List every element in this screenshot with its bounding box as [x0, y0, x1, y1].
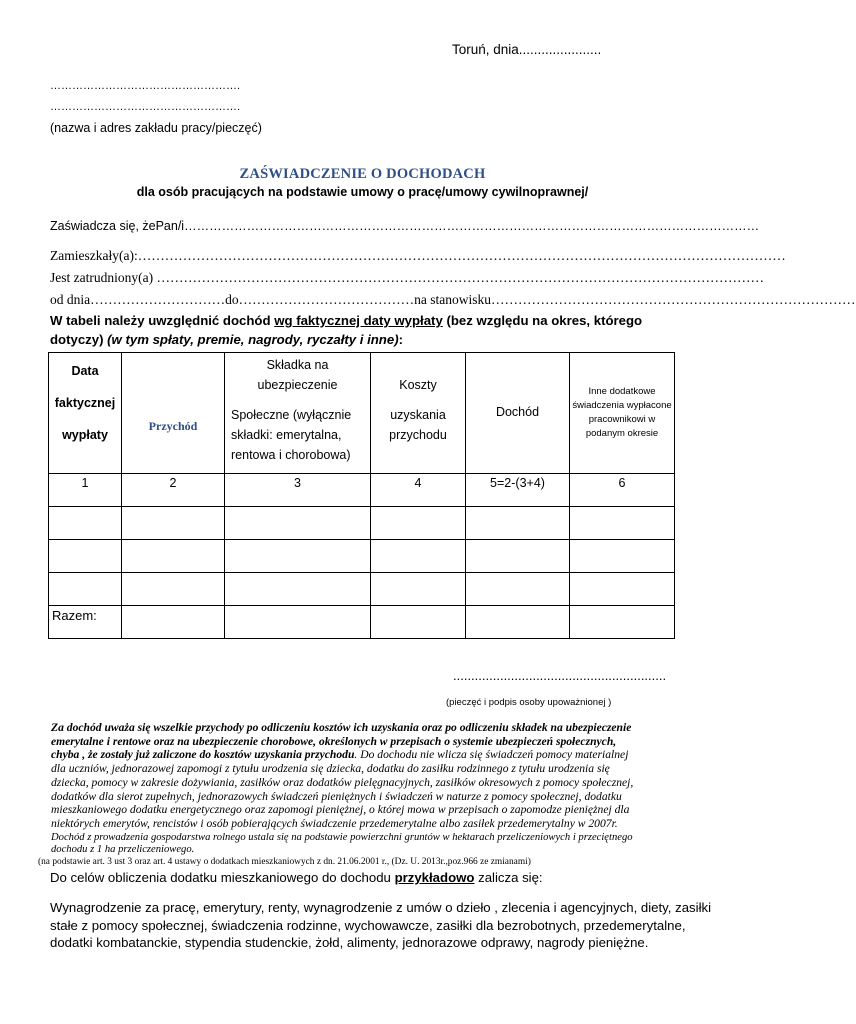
table-cell[interactable] — [466, 540, 570, 573]
legal-basis: (na podstawie art. 3 ust 3 oraz art. 4 ustawy o dodatkach mieszkaniowych z dn. 21.06.2001 r., (Dz. U. 2013r.,poz.966 ze zmianami) — [38, 857, 531, 867]
header-date-line: wypłaty — [62, 428, 108, 442]
table-cell[interactable] — [49, 573, 122, 606]
header-contribution-line: Społeczne (wyłącznie — [231, 408, 352, 422]
header-contribution — [225, 353, 371, 474]
table-cell[interactable] — [225, 540, 371, 573]
header-costs-line: przychodu — [389, 428, 447, 442]
table-cell[interactable] — [371, 540, 466, 573]
table-cell[interactable] — [122, 606, 225, 639]
explanation-mixed-line — [51, 748, 672, 762]
explanation-bold-line — [51, 721, 672, 735]
table-cell[interactable] — [225, 573, 371, 606]
total-label: Razem: — [49, 606, 122, 639]
instruction-text: W tabeli należy uwzględnić dochód — [50, 313, 275, 328]
explanation-bold-text: Za dochód uważa się wszelkie przychody po odliczeniu kosztów ich uzyskania oraz po odliczeniu składek na ubezpieczenie — [51, 721, 632, 734]
table-row — [49, 540, 675, 573]
header-costs — [371, 353, 466, 474]
header-costs-line: Koszty — [399, 378, 437, 392]
housing-intro-underlined: przykładowo — [394, 870, 475, 885]
certify-field: Zaświadcza się, żePan/i………………………………………………………………………………………………………………………… — [50, 219, 760, 233]
col-number: 2 — [122, 474, 225, 507]
income-table — [48, 352, 675, 639]
header-contribution-line: składki: emerytalna, — [231, 428, 342, 442]
explanation-block — [51, 721, 672, 831]
header-income: Przychód — [122, 353, 225, 474]
table-cell[interactable] — [371, 606, 466, 639]
table-cell[interactable] — [122, 573, 225, 606]
header-net-income: Dochód — [466, 353, 570, 474]
farm-note — [51, 832, 672, 856]
explanation-line: mieszkaniowego dodatku energetycznego oraz zapomogi pieniężnej, o której mowa w przepisach o zapomodze pieniężnej dla — [51, 803, 630, 817]
farm-note-line: Dochód z prowadzenia gospodarstwa rolnego ustala się na podstawie powierzchni gruntów w hektarach przeliczeniowych i przeciętnego — [51, 832, 633, 843]
place-date: Toruń, dnia...................... — [452, 42, 602, 57]
residence-field: Zamieszkały(a):……………………………………………………………………………………………………………………………… — [50, 248, 786, 263]
to-dots: ………………………………… — [238, 292, 415, 307]
header-other-line: świadczenia wypłacone — [572, 399, 672, 411]
housing-list — [50, 899, 711, 952]
housing-list-line: dodatki kombatanckie, stypendia studenckie, żołd, alimenty, jednorazowe odprawy, nagrody pieniężne. — [50, 935, 649, 950]
explanation-line: dodatków dla sierot zupełnych, jednorazowych świadczeń pieniężnych i świadczeń w naturze z pomocy społecznej, dodatku — [51, 789, 622, 803]
header-date-line: Data — [71, 364, 99, 378]
table-cell[interactable] — [225, 507, 371, 540]
table-cell[interactable] — [466, 606, 570, 639]
header-other-line: podanym okresie — [585, 428, 659, 440]
document-subtitle: dla osób pracujących na podstawie umowy o pracę/umowy cywilnoprawnej/ — [136, 185, 589, 199]
employer-line-1: ……………………………………………. — [50, 80, 241, 92]
housing-list-line: Wynagrodzenie za pracę, emerytury, renty, wynagrodzenie z umów o dzieło , zlecenia i agencyjnych, diety, zasiłki — [50, 900, 712, 915]
instruction-line-1 — [50, 313, 642, 328]
table-cell[interactable] — [122, 540, 225, 573]
to-label: do — [225, 292, 239, 307]
col-number: 6 — [570, 474, 675, 507]
housing-list-line: stałe z pomocy społecznej, świadczenia rodzinne, wychowawcze, zasiłki dla bezrobotnych, przedemerytalne, — [50, 917, 686, 933]
header-other-benefits — [570, 353, 675, 474]
housing-intro-end: zalicza się: — [474, 870, 543, 885]
col-number: 5=2-(3+4) — [466, 474, 570, 507]
table-cell[interactable] — [570, 606, 675, 639]
header-date — [49, 353, 122, 474]
explanation-line: dziecka, pomocy w zakresie dożywiania, zasiłków oraz dodatków pielęgnacyjnych, zasiłków okresowych z pomocy społecznej, — [51, 775, 634, 789]
table-cell[interactable] — [371, 507, 466, 540]
table-cell[interactable] — [466, 507, 570, 540]
table-number-row — [49, 474, 675, 507]
header-contribution-line: rentowa i chorobowa) — [231, 448, 351, 462]
col-number: 4 — [371, 474, 466, 507]
instruction-italic: (w tym spłaty, premie, nagrody, ryczałty i inne) — [107, 332, 399, 347]
table-cell[interactable] — [49, 540, 122, 573]
table-row — [49, 507, 675, 540]
document-title: ZAŚWIADCZENIE O DOCHODACH — [239, 166, 486, 182]
signature-dots: ........................................................... — [453, 668, 667, 683]
table-cell[interactable] — [570, 573, 675, 606]
header-other-line: Inne dodatkowe — [588, 385, 656, 397]
table-header-row — [49, 353, 675, 474]
table-cell[interactable] — [49, 507, 122, 540]
table-cell[interactable] — [122, 507, 225, 540]
header-costs-line: uzyskania — [390, 408, 446, 422]
header-contribution-line: Składka na — [266, 358, 329, 372]
instruction-text-2: (bez względu na okres, którego — [442, 313, 643, 328]
explanation-bold-line — [51, 735, 672, 749]
employer-line-2: ……………………………………………. — [50, 101, 241, 113]
table-total-row — [49, 606, 675, 639]
table-cell[interactable] — [371, 573, 466, 606]
header-date-line: faktycznej — [54, 396, 116, 410]
explanation-text: . Do dochodu nie wlicza się świadczeń pomocy materialnej — [354, 748, 629, 762]
from-dots: ………………………… — [90, 292, 226, 307]
header-other-line: pracownikowi w — [588, 414, 656, 425]
housing-intro — [50, 870, 543, 885]
table-cell[interactable] — [466, 573, 570, 606]
position-label: na stanowisku — [414, 292, 491, 307]
instruction-line-2 — [50, 332, 403, 347]
housing-intro-text: Do celów obliczenia dodatku mieszkaniowego do dochodu — [50, 870, 395, 885]
employed-field: Jest zatrudniony(a) ……………………………………………………………………………………………………………………… — [50, 270, 764, 285]
instruction-line2-start: dotyczy) — [50, 332, 108, 347]
table-cell[interactable] — [570, 507, 675, 540]
employer-caption: (nazwa i adres zakładu pracy/pieczęć) — [50, 121, 262, 135]
table-cell[interactable] — [570, 540, 675, 573]
table-row — [49, 573, 675, 606]
header-contribution-line: ubezpieczenie — [257, 378, 338, 392]
explanation-bold-text: chyba , że zostały już zaliczone do kosztów uzyskania przychodu — [51, 748, 355, 762]
col-number: 3 — [225, 474, 371, 507]
period-field — [50, 292, 856, 308]
from-label: od dnia — [50, 292, 91, 307]
col-number: 1 — [49, 474, 122, 507]
explanation-line: niektórych emerytów, rencistów i osób pobierających świadczenie przedemerytalne albo zasiłek przedemerytalny w 2007r. — [51, 816, 618, 830]
signature-caption: (pieczęć i podpis osoby upoważnionej ) — [446, 697, 612, 708]
explanation-bold-text: emerytalne i rentowe oraz na ubezpieczenie chorobowe, określonych w przepisach o systemie ubezpieczeń społecznych, — [51, 734, 617, 748]
explanation-line: dla uczniów, jednorazowej zapomogi z tytułu urodzenia się dziecka, dodatku do zasiłku rodzinnego z tytułu urodzenia się — [51, 762, 610, 776]
farm-note-line: dochodu z 1 ha przeliczeniowego. — [51, 844, 195, 855]
instruction-line2-end: : — [398, 332, 403, 347]
position-dots: ……………………………………………………………………… — [491, 292, 856, 307]
table-cell[interactable] — [225, 606, 371, 639]
instruction-underlined: wg faktycznej daty wypłaty — [274, 313, 443, 328]
